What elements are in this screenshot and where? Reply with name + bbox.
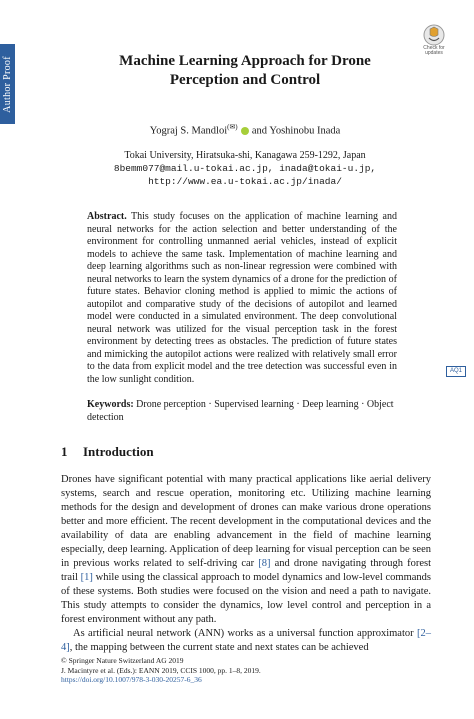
check-for-updates-icon [423,24,445,46]
citation-link[interactable]: [8] [258,558,271,569]
doi-link[interactable]: https://doi.org/10.1007/978-3-030-20257-6_36 [61,675,202,684]
paragraph-1-text-c: while using the classical approach to model dynamics and low-level commands of these systems. Both studies were focused on the vision and need a path to navigate. This study attempts to consider the dynamics, low level control and perception in a forest environment without any path. [61,572,431,625]
author-proof-tab [0,44,15,124]
updates-label: updates [425,50,443,56]
paragraph-1-text-b: and drone navigating through forest trail [61,558,431,583]
abstract-text: This study focuses on the application of machine learning and neural networks for the action selection and better understanding of the environment for controlling unmanned aerial vehicles, instead of explicit models to achieve the same task. Implementation of machine learning and deep learning algorithms such as non-linear regression were combined with neural networks to learn the system dynamics of a drone for the prediction of future states. Behavior cloning method is applied to mimic the actions of autopilot and comparative study of the decisions of autopilot and learned model were conducted in a simulated environment. The deep convolutional neural network was utilized for the visual perception task in the forest environment by detecting trees as obstacles. The prediction of future states and mimicking the autopilot actions were realized with relatively small error to the data from explicit model and the tree detection was successful even in the low sunlight condition. [87,211,397,385]
paragraph-2-text-a: As artificial neural network (ANN) works as a universal function approximator [73,628,417,639]
title-line-1: Machine Learning Approach for Drone [119,53,371,69]
body-text [61,473,431,655]
orcid-icon[interactable] [241,127,249,135]
author-list [50,121,440,138]
title-line-2: Perception and Control [169,72,321,88]
abstract [87,211,397,386]
affiliation-url[interactable]: http://www.ea.u-tokai.ac.jp/inada/ [148,176,342,187]
author-proof-label: Author Proof [2,55,13,113]
paper-title [50,52,440,90]
check-for-label: Check for [423,45,445,51]
copyright-line: © Springer Nature Switzerland AG 2019 [61,656,184,665]
keywords [87,399,397,424]
author-query-badge[interactable]: AQ1 [446,366,466,377]
section-heading [61,444,154,460]
keywords-text: Drone perception · Supervised learning · Deep learning · Object detection [87,399,394,423]
abstract-label: Abstract. [87,211,127,222]
copyright-footer [61,656,261,685]
section-title: Introduction [83,444,154,459]
paragraph-1 [61,473,431,627]
affiliation [50,149,440,188]
keywords-label: Keywords: [87,399,134,410]
paragraph-2-text-b: , the mapping between the current state and next states can be achieved [69,642,369,653]
citation-link[interactable]: [2–4] [61,628,431,653]
section-number: 1 [61,444,68,459]
citation-line: J. Macintyre et al. (Eds.): EANN 2019, CCIS 1000, pp. 1–8, 2019. [61,665,261,675]
author-mandloi: Yograj S. Mandloi [149,125,228,137]
affiliation-address: Tokai University, Hiratsuka-shi, Kanagawa 259-1292, Japan [124,150,366,161]
citation-link[interactable]: [1] [80,572,93,583]
envelope-icon[interactable]: (✉) [227,123,238,131]
author-connector: and [251,125,268,137]
author-inada: Yoshinobu Inada [269,125,341,137]
paragraph-2 [61,627,431,655]
paragraph-1-text-a: Drones have significant potential with many practical applications like aerial delivery systems, search and rescue operation, monitoring etc. Utilizing machine learning methods for the design and development of drones can make various drone operations better and more efficient. The recent development in the computational devices and the availability of data are enabling advancement in the field of machine learning especially, deep learning. Application of deep learning for visual perception can be seen in previous works related to self-driving car [61,474,431,569]
affiliation-emails[interactable]: 8bemm077@mail.u-tokai.ac.jp, inada@tokai-u.jp, [113,163,377,174]
